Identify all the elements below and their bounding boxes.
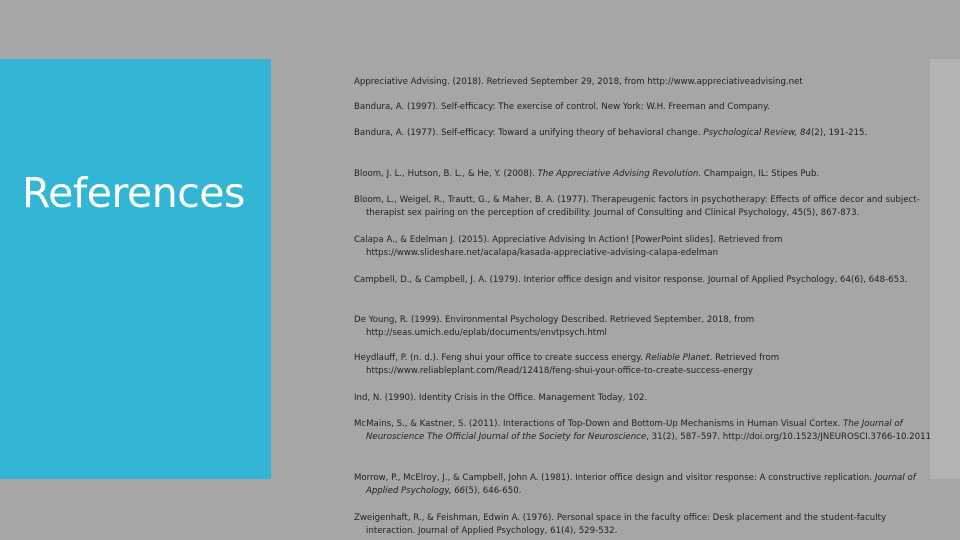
title-panel	[0, 59, 271, 479]
slide-title: References	[22, 169, 245, 217]
reference-item: Bandura, A. (1997). Self-efficacy: The exercise of control. New York: W.H. Freeman and Company.	[354, 102, 770, 112]
reference-item: De Young, R. (1999). Environmental Psychology Described. Retrieved September, 2018, from http://seas.umich.edu/eplab/documents/envtpsych.html	[354, 315, 755, 338]
right-edge-strip	[930, 59, 960, 479]
reference-item: Campbell, D., & Campbell, J. A. (1979). Interior office design and visitor response. Journal of Applied Psychology, 64(6), 648-653.	[354, 275, 908, 285]
reference-item: Bloom, L., Weigel, R., Trautt, G., & Maher, B. A. (1977). Therapeugenic factors in psychotherapy: Effects of office decor and subject-therapist sex pairing on the perception of credibility. Journal of Consulting and Clinical Psychology, 45(5), 867-873.	[354, 195, 920, 218]
reference-item: McMains, S., & Kastner, S. (2011). Interactions of Top-Down and Bottom-Up Mechanisms in Human Visual Cortex. The Journal of Neuroscience The Official Journal of the Society for Neuroscience, 31(2), 587–597. http://doi.org/10.1523/JNEUROSCI.3766-10.2011	[354, 419, 932, 442]
reference-item: Bloom, J. L., Hutson, B. L., & He, Y. (2008). The Appreciative Advising Revolution. Champaign, IL: Stipes Pub.	[354, 169, 820, 179]
reference-item: Calapa A., & Edelman J. (2015). Appreciative Advising In Action! [PowerPoint slides]. Retrieved from https://www.slideshare.net/acalapa/kasada-appreciative-advising-calapa-edelman	[354, 235, 783, 258]
reference-item: Zweigenhaft, R., & Feishman, Edwin A. (1976). Personal space in the faculty office: Desk placement and the student-faculty interaction. Journal of Applied Psychology, 61(4), 529-532.	[354, 513, 887, 536]
reference-item: Bandura, A. (1977). Self-efficacy: Toward a unifying theory of behavioral change. Psychological Review, 84(2), 191-215.	[354, 128, 868, 138]
reference-item: Appreciative Advising. (2018). Retrieved September 29, 2018, from http://www.appreciativeadvising.net	[354, 77, 803, 87]
reference-item: Morrow, P., McElroy, J., & Campbell, John A. (1981). Interior office design and visitor response: A constructive replication. Journal of Applied Psychology, 66(5), 646-650.	[354, 473, 916, 496]
reference-item: Heydlauff, P. (n. d.). Feng shui your office to create success energy. Reliable Planet. Retrieved from https://www.reliableplant.com/Read/12418/feng-shui-your-office-to-create-success-energy	[354, 353, 780, 376]
reference-item: Ind, N. (1990). Identity Crisis in the Office. Management Today, 102.	[354, 393, 648, 403]
